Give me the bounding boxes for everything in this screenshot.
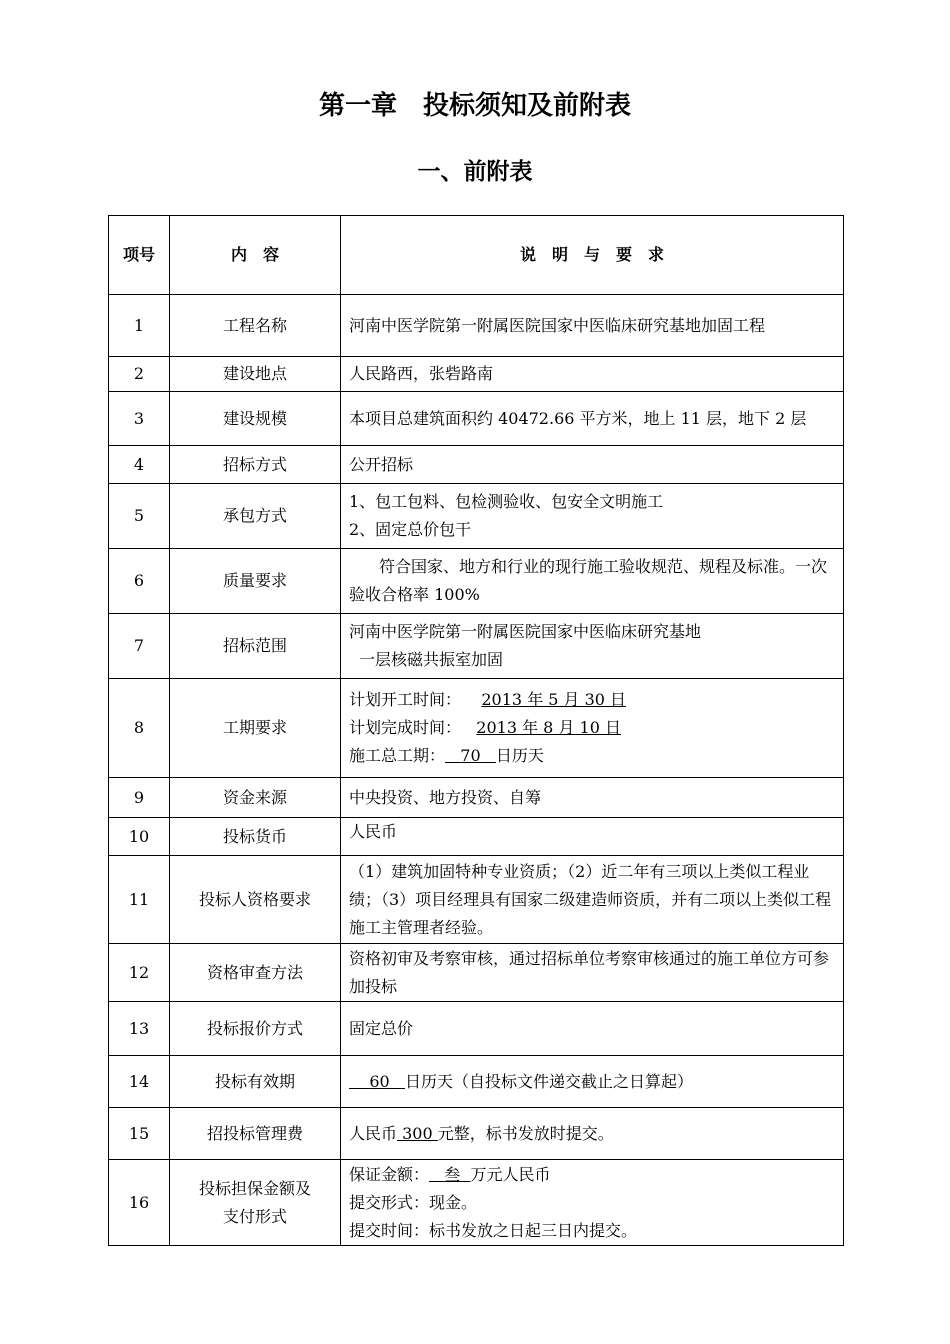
fee-prefix: 人民币 xyxy=(349,1123,398,1143)
row-desc: 符合国家、地方和行业的现行施工验收规范、规程及标准。一次验收合格率 100% xyxy=(341,549,844,614)
row-item: 招标范围 xyxy=(170,614,341,679)
table-row xyxy=(109,1108,844,1160)
validity-days-text: 日历天（自投标文件递交截止之日算起） xyxy=(404,1071,693,1091)
end-time-line xyxy=(349,714,835,742)
row-item: 工期要求 xyxy=(170,679,341,778)
row-desc: 中央投资、地方投资、自筹 xyxy=(341,778,844,818)
table-row xyxy=(109,484,844,549)
row-desc: 人民币 xyxy=(341,818,844,856)
chapter-title: 第一章 投标须知及前附表 xyxy=(318,91,631,121)
row-no: 7 xyxy=(109,614,170,679)
table-row xyxy=(109,392,844,446)
guarantee-form-line: 提交形式：现金。 xyxy=(349,1192,478,1212)
row-desc: 固定总价 xyxy=(341,1002,844,1056)
row-desc xyxy=(341,1108,844,1160)
row-no: 13 xyxy=(109,1002,170,1056)
row-no: 8 xyxy=(109,679,170,778)
row-item: 质量要求 xyxy=(170,549,341,614)
row-desc: 本项目总建筑面积约 40472.66 平方米，地上 11 层，地下 2 层 xyxy=(341,392,844,446)
row-no: 3 xyxy=(109,392,170,446)
total-duration-label: 施工总工期： xyxy=(349,746,446,765)
table-row xyxy=(109,549,844,614)
end-time-label: 计划完成时间： xyxy=(349,718,462,737)
table-row xyxy=(109,295,844,357)
table-row xyxy=(109,778,844,818)
row-no: 1 xyxy=(109,295,170,357)
table-row xyxy=(109,856,844,944)
row-item: 投标报价方式 xyxy=(170,1002,341,1056)
row-item: 招标方式 xyxy=(170,446,341,484)
row-no: 14 xyxy=(109,1056,170,1108)
start-time-line xyxy=(349,686,835,714)
guarantee-time-line: 提交时间：标书发放之日起三日内提交。 xyxy=(349,1220,638,1240)
row-desc xyxy=(341,1160,844,1246)
table-row xyxy=(109,818,844,856)
row-desc: 资格初审及考察审核，通过招标单位考察审核通过的施工单位方可参加投标 xyxy=(341,944,844,1002)
header-no: 项号 xyxy=(109,216,170,295)
total-duration-line xyxy=(349,742,835,770)
row-no: 9 xyxy=(109,778,170,818)
fee-suffix: 元整，标书发放时提交。 xyxy=(437,1123,614,1143)
row-desc: 人民路西，张砦路南 xyxy=(341,357,844,392)
row-no: 12 xyxy=(109,944,170,1002)
table-row xyxy=(109,1160,844,1246)
desc-line: 河南中医学院第一附属医院国家中医临床研究基地 xyxy=(349,622,702,641)
table-row xyxy=(109,446,844,484)
row-desc xyxy=(341,1056,844,1108)
row-no: 2 xyxy=(109,357,170,392)
row-item: 投标担保金额及支付形式 xyxy=(170,1160,341,1246)
row-desc xyxy=(341,484,844,549)
row-desc xyxy=(341,679,844,778)
row-desc: 河南中医学院第一附属医院国家中医临床研究基地加固工程 xyxy=(341,295,844,357)
row-no: 11 xyxy=(109,856,170,944)
guarantee-amount-value: 叁 xyxy=(444,1164,461,1184)
total-duration-unit: 日历天 xyxy=(495,746,544,765)
table-row xyxy=(109,1002,844,1056)
total-duration-value: 70 xyxy=(460,746,481,765)
row-desc: （1）建筑加固特种专业资质；（2）近二年有三项以上类似工程业绩；（3）项目经理具有国家二级建造师资质，并有二项以上类似工程施工主管理者经验。 xyxy=(341,856,844,944)
row-no: 6 xyxy=(109,549,170,614)
guarantee-amount-label: 保证金额： xyxy=(349,1164,430,1184)
row-desc xyxy=(341,614,844,679)
front-attachment-table xyxy=(108,215,844,1246)
row-item: 招投标管理费 xyxy=(170,1108,341,1160)
fee-amount: 300 xyxy=(402,1123,433,1143)
table-row xyxy=(109,679,844,778)
section-title: 一、前附表 xyxy=(417,159,533,185)
row-item: 承包方式 xyxy=(170,484,341,549)
end-time-value: 2013 年 8 月 10 日 xyxy=(476,718,621,737)
table-header-row xyxy=(109,216,844,295)
row-item: 投标人资格要求 xyxy=(170,856,341,944)
header-content: 内 容 xyxy=(170,216,341,295)
row-no: 10 xyxy=(109,818,170,856)
start-time-label: 计划开工时间： xyxy=(349,690,462,709)
row-desc: 公开招标 xyxy=(341,446,844,484)
desc-line: 一层核磁共振室加固 xyxy=(359,650,504,669)
row-item: 投标货币 xyxy=(170,818,341,856)
desc-line: 2、固定总价包干 xyxy=(349,520,472,539)
row-no: 16 xyxy=(109,1160,170,1246)
row-item: 建设地点 xyxy=(170,357,341,392)
row-item: 资金来源 xyxy=(170,778,341,818)
table-row xyxy=(109,614,844,679)
header-desc: 说 明 与 要 求 xyxy=(341,216,844,295)
row-no: 4 xyxy=(109,446,170,484)
table-row xyxy=(109,1056,844,1108)
validity-days-value: 60 xyxy=(369,1071,390,1091)
guarantee-amount-line xyxy=(349,1161,835,1189)
guarantee-amount-unit: 万元人民币 xyxy=(470,1164,551,1184)
row-item: 工程名称 xyxy=(170,295,341,357)
row-no: 15 xyxy=(109,1108,170,1160)
start-time-value: 2013 年 5 月 30 日 xyxy=(481,690,627,709)
row-item: 投标有效期 xyxy=(170,1056,341,1108)
row-item: 建设规模 xyxy=(170,392,341,446)
row-no: 5 xyxy=(109,484,170,549)
row-item: 资格审查方法 xyxy=(170,944,341,1002)
desc-line: 1、包工包料、包检测验收、包安全文明施工 xyxy=(349,492,664,511)
table-row xyxy=(109,357,844,392)
table-row xyxy=(109,944,844,1002)
